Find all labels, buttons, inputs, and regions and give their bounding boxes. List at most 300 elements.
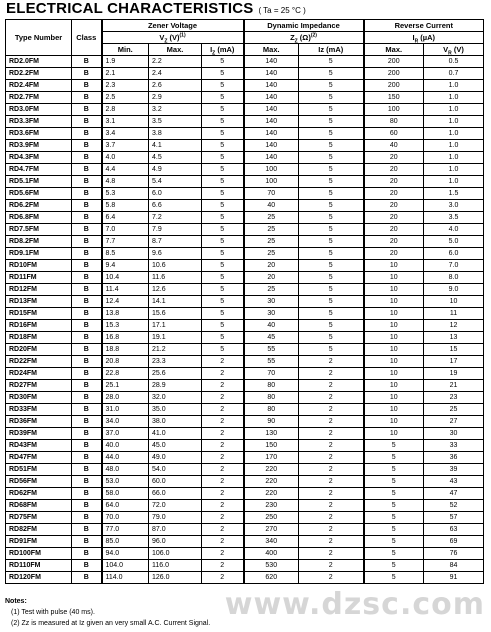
cell-class: B: [72, 572, 102, 584]
cell-class: B: [72, 308, 102, 320]
cell-type-number: RD2.7FM: [6, 92, 72, 104]
cell-zz-iz: 5: [299, 296, 364, 308]
cell-vr: 76: [424, 548, 484, 560]
cell-class: B: [72, 212, 102, 224]
header-zz-max: Max.: [244, 44, 299, 56]
cell-zz-max: 230: [244, 500, 299, 512]
cell-zz-max: 400: [244, 548, 299, 560]
cell-zz-max: 220: [244, 476, 299, 488]
cell-vz-max: 28.9: [149, 380, 202, 392]
cell-iz: 2: [202, 464, 244, 476]
cell-zz-iz: 2: [299, 380, 364, 392]
cell-zz-max: 140: [244, 104, 299, 116]
cell-vr: 27: [424, 416, 484, 428]
table-row: [6, 344, 484, 356]
cell-iz: 5: [202, 272, 244, 284]
cell-ir-max: 20: [364, 176, 424, 188]
cell-zz-iz: 2: [299, 452, 364, 464]
cell-iz: 5: [202, 296, 244, 308]
cell-vz-min: 1.9: [102, 56, 149, 68]
cell-zz-max: 620: [244, 572, 299, 584]
cell-vr: 36: [424, 452, 484, 464]
table-row: [6, 440, 484, 452]
cell-type-number: RD13FM: [6, 296, 72, 308]
table-row: [6, 560, 484, 572]
cell-vz-min: 31.0: [102, 404, 149, 416]
cell-type-number: RD39FM: [6, 428, 72, 440]
cell-vr: 5.0: [424, 236, 484, 248]
cell-zz-max: 70: [244, 368, 299, 380]
cell-vz-min: 8.5: [102, 248, 149, 260]
cell-type-number: RD20FM: [6, 344, 72, 356]
cell-type-number: RD3.0FM: [6, 104, 72, 116]
cell-vr: 0.5: [424, 56, 484, 68]
cell-vz-min: 48.0: [102, 464, 149, 476]
cell-ir-max: 5: [364, 464, 424, 476]
cell-type-number: RD22FM: [6, 356, 72, 368]
cell-type-number: RD2.0FM: [6, 56, 72, 68]
cell-ir-max: 200: [364, 68, 424, 80]
table-row: [6, 464, 484, 476]
cell-zz-max: 140: [244, 80, 299, 92]
watermark: www.dzsc.com: [224, 587, 485, 622]
cell-class: B: [72, 296, 102, 308]
cell-class: B: [72, 416, 102, 428]
cell-class: B: [72, 476, 102, 488]
cell-zz-iz: 5: [299, 200, 364, 212]
cell-iz: 2: [202, 536, 244, 548]
table-row: [6, 572, 484, 584]
cell-vr: 1.5: [424, 188, 484, 200]
cell-iz: 5: [202, 308, 244, 320]
cell-vz-max: 96.0: [149, 536, 202, 548]
cell-vz-max: 7.2: [149, 212, 202, 224]
cell-iz: 5: [202, 92, 244, 104]
cell-class: B: [72, 224, 102, 236]
cell-type-number: RD8.2FM: [6, 236, 72, 248]
cell-zz-iz: 2: [299, 392, 364, 404]
cell-class: B: [72, 116, 102, 128]
cell-vz-min: 2.3: [102, 80, 149, 92]
cell-vz-max: 25.6: [149, 368, 202, 380]
cell-ir-max: 10: [364, 308, 424, 320]
cell-vz-min: 77.0: [102, 524, 149, 536]
cell-vz-min: 9.4: [102, 260, 149, 272]
cell-class: B: [72, 560, 102, 572]
cell-zz-iz: 5: [299, 56, 364, 68]
cell-zz-iz: 2: [299, 368, 364, 380]
cell-iz: 5: [202, 116, 244, 128]
cell-vr: 91: [424, 572, 484, 584]
table-row: [6, 320, 484, 332]
cell-vz-min: 11.4: [102, 284, 149, 296]
cell-zz-max: 45: [244, 332, 299, 344]
cell-ir-max: 10: [364, 296, 424, 308]
table-row: [6, 56, 484, 68]
cell-vr: 1.0: [424, 176, 484, 188]
cell-vr: 21: [424, 380, 484, 392]
cell-zz-max: 20: [244, 272, 299, 284]
cell-vz-min: 85.0: [102, 536, 149, 548]
cell-iz: 2: [202, 476, 244, 488]
table-row: [6, 500, 484, 512]
cell-ir-max: 10: [364, 260, 424, 272]
cell-iz: 5: [202, 200, 244, 212]
cell-zz-iz: 5: [299, 104, 364, 116]
cell-ir-max: 10: [364, 416, 424, 428]
cell-class: B: [72, 368, 102, 380]
cell-iz: 5: [202, 104, 244, 116]
cell-vz-max: 2.2: [149, 56, 202, 68]
cell-zz-max: 80: [244, 392, 299, 404]
cell-vz-min: 6.4: [102, 212, 149, 224]
cell-type-number: RD16FM: [6, 320, 72, 332]
table-row: [6, 356, 484, 368]
cell-iz: 5: [202, 212, 244, 224]
cell-ir-max: 200: [364, 56, 424, 68]
cell-ir-max: 20: [364, 152, 424, 164]
cell-zz-max: 140: [244, 140, 299, 152]
cell-iz: 5: [202, 164, 244, 176]
table-row: [6, 80, 484, 92]
cell-type-number: RD3.3FM: [6, 116, 72, 128]
table-row: [6, 404, 484, 416]
cell-iz: 2: [202, 452, 244, 464]
table-row: [6, 236, 484, 248]
cell-zz-iz: 2: [299, 548, 364, 560]
cell-vz-max: 79.0: [149, 512, 202, 524]
table-row: [6, 260, 484, 272]
table-row: [6, 272, 484, 284]
cell-iz: 5: [202, 80, 244, 92]
cell-vr: 25: [424, 404, 484, 416]
cell-vz-min: 2.5: [102, 92, 149, 104]
cell-type-number: RD51FM: [6, 464, 72, 476]
cell-zz-iz: 5: [299, 344, 364, 356]
cell-vr: 13: [424, 332, 484, 344]
cell-iz: 5: [202, 284, 244, 296]
cell-zz-max: 250: [244, 512, 299, 524]
cell-class: B: [72, 536, 102, 548]
cell-iz: 2: [202, 560, 244, 572]
cell-vz-max: 7.9: [149, 224, 202, 236]
cell-ir-max: 10: [364, 320, 424, 332]
title-text: ELECTRICAL CHARACTERISTICS: [6, 0, 254, 17]
table-row: [6, 248, 484, 260]
cell-zz-max: 220: [244, 488, 299, 500]
cell-vz-max: 4.5: [149, 152, 202, 164]
table-row: [6, 368, 484, 380]
cell-vz-max: 3.2: [149, 104, 202, 116]
cell-iz: 5: [202, 236, 244, 248]
header-class: Class: [72, 20, 102, 56]
cell-vz-max: 72.0: [149, 500, 202, 512]
cell-class: B: [72, 344, 102, 356]
cell-vr: 17: [424, 356, 484, 368]
cell-iz: 5: [202, 332, 244, 344]
cell-iz: 5: [202, 68, 244, 80]
cell-zz-iz: 5: [299, 308, 364, 320]
cell-iz: 2: [202, 380, 244, 392]
cell-zz-max: 30: [244, 308, 299, 320]
cell-vz-max: 32.0: [149, 392, 202, 404]
table-row: [6, 284, 484, 296]
cell-iz: 2: [202, 356, 244, 368]
cell-type-number: RD4.3FM: [6, 152, 72, 164]
cell-class: B: [72, 380, 102, 392]
cell-vr: 1.0: [424, 164, 484, 176]
cell-iz: 5: [202, 128, 244, 140]
cell-ir-max: 5: [364, 536, 424, 548]
cell-class: B: [72, 248, 102, 260]
cell-class: B: [72, 68, 102, 80]
header-iz2: Iz (mA): [299, 44, 364, 56]
cell-type-number: RD24FM: [6, 368, 72, 380]
header-zener-voltage: Zener Voltage: [102, 20, 244, 32]
cell-zz-iz: 5: [299, 128, 364, 140]
cell-ir-max: 5: [364, 524, 424, 536]
cell-vr: 63: [424, 524, 484, 536]
header-vz: $V_Z$ $(V)^{(1)}$: [102, 32, 244, 44]
cell-vr: 7.0: [424, 260, 484, 272]
header-dynamic-impedance: Dynamic Impedance: [244, 20, 364, 32]
cell-zz-max: 270: [244, 524, 299, 536]
cell-vr: 8.0: [424, 272, 484, 284]
cell-type-number: RD110FM: [6, 560, 72, 572]
cell-vz-max: 116.0: [149, 560, 202, 572]
cell-zz-iz: 5: [299, 116, 364, 128]
cell-zz-max: 25: [244, 224, 299, 236]
cell-zz-max: 55: [244, 344, 299, 356]
cell-zz-iz: 5: [299, 152, 364, 164]
header-zz: $Z_Z$ $(\Omega)^{(2)}$: [244, 32, 364, 44]
cell-vr: 4.0: [424, 224, 484, 236]
table-row: [6, 452, 484, 464]
cell-vz-max: 15.6: [149, 308, 202, 320]
cell-vz-max: 4.1: [149, 140, 202, 152]
cell-type-number: RD27FM: [6, 380, 72, 392]
cell-type-number: RD6.2FM: [6, 200, 72, 212]
cell-class: B: [72, 284, 102, 296]
cell-vz-min: 28.0: [102, 392, 149, 404]
cell-zz-iz: 2: [299, 500, 364, 512]
cell-zz-max: 55: [244, 356, 299, 368]
cell-class: B: [72, 92, 102, 104]
cell-ir-max: 5: [364, 572, 424, 584]
cell-vz-min: 4.4: [102, 164, 149, 176]
cell-ir-max: 10: [364, 332, 424, 344]
cell-vz-max: 9.6: [149, 248, 202, 260]
cell-iz: 5: [202, 176, 244, 188]
cell-iz: 5: [202, 248, 244, 260]
cell-zz-iz: 5: [299, 248, 364, 260]
cell-class: B: [72, 236, 102, 248]
table-row: [6, 176, 484, 188]
cell-type-number: RD68FM: [6, 500, 72, 512]
cell-class: B: [72, 404, 102, 416]
cell-class: B: [72, 128, 102, 140]
table-row: [6, 380, 484, 392]
table-row: [6, 188, 484, 200]
table-row: [6, 140, 484, 152]
header-vz-max: Max.: [149, 44, 202, 56]
cell-vz-max: 23.3: [149, 356, 202, 368]
cell-vr: 1.0: [424, 140, 484, 152]
cell-vz-min: 2.1: [102, 68, 149, 80]
cell-vz-min: 5.3: [102, 188, 149, 200]
cell-class: B: [72, 188, 102, 200]
cell-iz: 2: [202, 404, 244, 416]
table-row: [6, 104, 484, 116]
cell-type-number: RD15FM: [6, 308, 72, 320]
cell-zz-iz: 5: [299, 68, 364, 80]
cell-zz-max: 30: [244, 296, 299, 308]
cell-zz-iz: 5: [299, 92, 364, 104]
cell-vr: 57: [424, 512, 484, 524]
cell-type-number: RD7.5FM: [6, 224, 72, 236]
cell-type-number: RD12FM: [6, 284, 72, 296]
cell-vr: 52: [424, 500, 484, 512]
cell-iz: 2: [202, 488, 244, 500]
table-row: [6, 488, 484, 500]
cell-zz-max: 140: [244, 152, 299, 164]
cell-class: B: [72, 356, 102, 368]
cell-type-number: RD120FM: [6, 572, 72, 584]
cell-class: B: [72, 428, 102, 440]
cell-type-number: RD30FM: [6, 392, 72, 404]
cell-ir-max: 20: [364, 224, 424, 236]
cell-iz: 2: [202, 368, 244, 380]
cell-type-number: RD2.2FM: [6, 68, 72, 80]
cell-vr: 33: [424, 440, 484, 452]
cell-vz-max: 60.0: [149, 476, 202, 488]
cell-vr: 39: [424, 464, 484, 476]
table-row: [6, 524, 484, 536]
cell-zz-max: 140: [244, 92, 299, 104]
cell-zz-max: 140: [244, 56, 299, 68]
cell-vz-min: 4.8: [102, 176, 149, 188]
cell-zz-iz: 2: [299, 488, 364, 500]
notes-title: Notes:: [5, 598, 27, 605]
cell-ir-max: 5: [364, 560, 424, 572]
cell-zz-max: 140: [244, 116, 299, 128]
cell-ir-max: 20: [364, 188, 424, 200]
cell-iz: 5: [202, 152, 244, 164]
cell-vz-min: 58.0: [102, 488, 149, 500]
cell-vz-min: 4.0: [102, 152, 149, 164]
cell-vz-min: 70.0: [102, 512, 149, 524]
note-1: (1) Test with pulse (40 ms).: [11, 609, 95, 616]
cell-ir-max: 40: [364, 140, 424, 152]
cell-zz-iz: 5: [299, 320, 364, 332]
cell-zz-max: 170: [244, 452, 299, 464]
cell-zz-iz: 5: [299, 332, 364, 344]
cell-ir-max: 100: [364, 104, 424, 116]
cell-type-number: RD4.7FM: [6, 164, 72, 176]
cell-vz-max: 6.6: [149, 200, 202, 212]
cell-type-number: RD5.1FM: [6, 176, 72, 188]
cell-zz-max: 100: [244, 164, 299, 176]
cell-class: B: [72, 80, 102, 92]
cell-class: B: [72, 392, 102, 404]
cell-class: B: [72, 104, 102, 116]
cell-vz-max: 21.2: [149, 344, 202, 356]
cell-ir-max: 10: [364, 428, 424, 440]
cell-vr: 3.5: [424, 212, 484, 224]
cell-ir-max: 10: [364, 392, 424, 404]
cell-zz-max: 150: [244, 440, 299, 452]
cell-zz-max: 25: [244, 236, 299, 248]
cell-ir-max: 5: [364, 476, 424, 488]
cell-iz: 2: [202, 548, 244, 560]
cell-ir-max: 20: [364, 200, 424, 212]
cell-vz-min: 25.1: [102, 380, 149, 392]
cell-zz-max: 25: [244, 248, 299, 260]
cell-ir-max: 80: [364, 116, 424, 128]
cell-zz-max: 40: [244, 200, 299, 212]
cell-zz-max: 100: [244, 176, 299, 188]
cell-ir-max: 5: [364, 488, 424, 500]
cell-type-number: RD82FM: [6, 524, 72, 536]
cell-class: B: [72, 272, 102, 284]
table-row: [6, 332, 484, 344]
cell-vr: 84: [424, 560, 484, 572]
cell-zz-iz: 2: [299, 416, 364, 428]
table-row: [6, 116, 484, 128]
cell-zz-iz: 2: [299, 440, 364, 452]
cell-vz-min: 18.8: [102, 344, 149, 356]
cell-vr: 1.0: [424, 152, 484, 164]
cell-class: B: [72, 152, 102, 164]
cell-vz-min: 7.7: [102, 236, 149, 248]
cell-zz-max: 130: [244, 428, 299, 440]
table-row: [6, 428, 484, 440]
note-2: (2) Zz is measured at Iz given an very small A.C. Current Signal.: [11, 620, 211, 627]
cell-ir-max: 20: [364, 248, 424, 260]
cell-ir-max: 5: [364, 548, 424, 560]
cell-class: B: [72, 488, 102, 500]
cell-zz-iz: 2: [299, 476, 364, 488]
cell-type-number: RD47FM: [6, 452, 72, 464]
cell-iz: 2: [202, 392, 244, 404]
cell-type-number: RD9.1FM: [6, 248, 72, 260]
cell-vz-min: 3.4: [102, 128, 149, 140]
cell-ir-max: 5: [364, 452, 424, 464]
cell-type-number: RD11FM: [6, 272, 72, 284]
header-type-number: Type Number: [6, 20, 72, 56]
cell-zz-iz: 2: [299, 524, 364, 536]
cell-zz-iz: 5: [299, 284, 364, 296]
cell-vz-min: 7.0: [102, 224, 149, 236]
cell-iz: 5: [202, 140, 244, 152]
cell-ir-max: 10: [364, 284, 424, 296]
cell-iz: 5: [202, 224, 244, 236]
cell-vr: 10: [424, 296, 484, 308]
cell-vz-min: 10.4: [102, 272, 149, 284]
cell-zz-iz: 2: [299, 572, 364, 584]
cell-type-number: RD33FM: [6, 404, 72, 416]
electrical-characteristics-table: [5, 19, 484, 584]
cell-vz-max: 87.0: [149, 524, 202, 536]
cell-type-number: RD100FM: [6, 548, 72, 560]
cell-zz-iz: 2: [299, 428, 364, 440]
cell-zz-max: 140: [244, 68, 299, 80]
cell-vz-max: 49.0: [149, 452, 202, 464]
cell-vz-min: 104.0: [102, 560, 149, 572]
cell-zz-iz: 5: [299, 176, 364, 188]
cell-vr: 69: [424, 536, 484, 548]
cell-vr: 6.0: [424, 248, 484, 260]
